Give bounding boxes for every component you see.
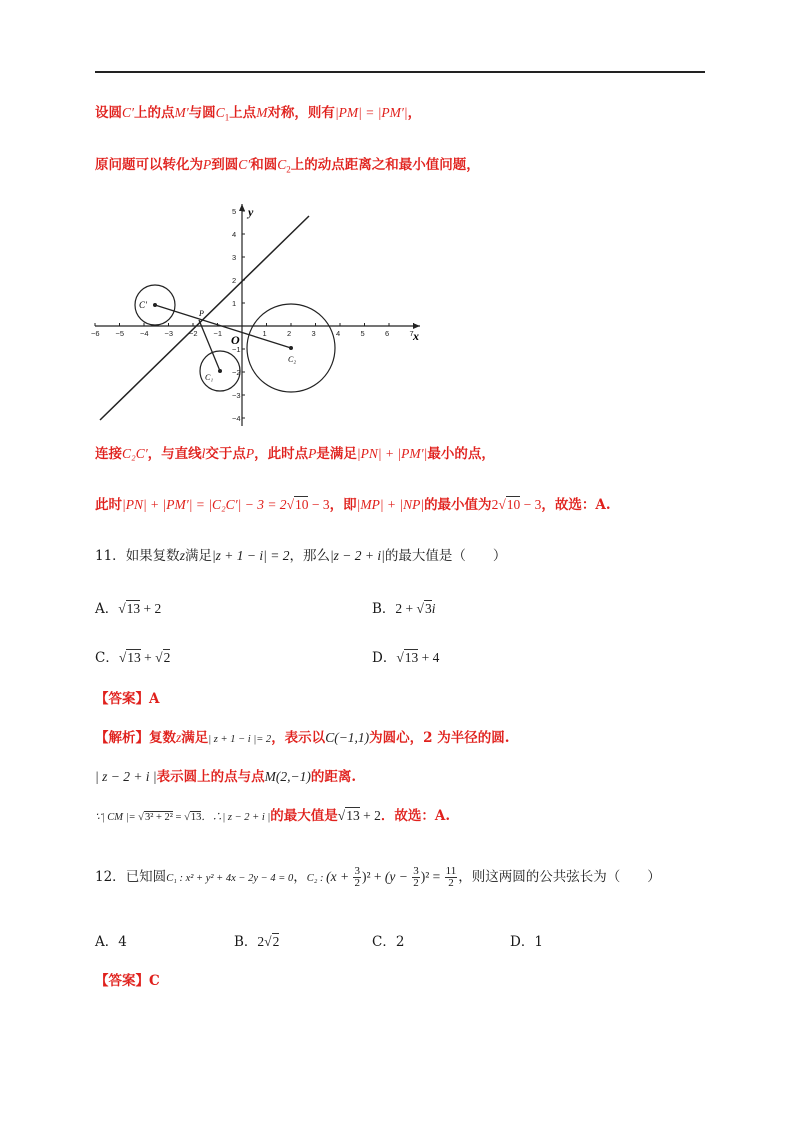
label-p: P <box>199 309 204 318</box>
header-rule <box>95 71 705 73</box>
q11-option-a[interactable]: A．√13 + 2 <box>95 601 162 617</box>
question-11: 11．如果复数z满足|z + 1 − i| = 2，那么|z − 2 + i|的最大值是（ ） <box>95 548 507 564</box>
q12-option-b[interactable]: B．2√2 <box>234 934 280 950</box>
q11-option-d[interactable]: D．√13 + 4 <box>372 650 440 666</box>
y-tick-label: 3 <box>232 253 237 262</box>
q11-answer: 【答案】A <box>95 691 160 707</box>
y-tick-label: −4 <box>232 414 241 423</box>
q11-option-b[interactable]: B．2 + √3i <box>372 601 436 617</box>
y-tick-label: 1 <box>232 299 237 308</box>
label-c1: C₁ <box>205 373 214 382</box>
origin-label: O <box>231 333 240 347</box>
x-tick-label: 2 <box>287 329 292 338</box>
y-tick-label: 5 <box>232 207 237 216</box>
question-12: 12．已知圆C₁ : x² + y² + 4x − 2y − 4 = 0，C₂ : (x + $\frac{3}{2}$ )² + (y − $\frac{3}{2}$ )² = $\frac{11}{2}$ ，则这两圆的公共弦长为（ ） <box>95 865 661 889</box>
x-tick-label: 1 <box>262 329 267 338</box>
label-c2: C₂ <box>288 355 297 364</box>
q12-option-a[interactable]: A．4 <box>95 934 127 950</box>
x-tick-label: −6 <box>91 329 100 338</box>
solution-line-3: 连接C₂C′，与直线l交于点P，此时点P是满足|PN| + |PM′|最小的点， <box>95 446 495 462</box>
x-tick-label: −5 <box>115 329 125 338</box>
solution-line-4: 此时|PN| + |PM′| = |C₂C′| − 3 = 2√10 − 3，即|MP| + |NP|的最小值为2√10 − 3，故选：A. <box>95 497 611 513</box>
y-tick-label: 4 <box>232 230 237 239</box>
x-tick-label: −3 <box>164 329 174 338</box>
x-tick-label: −2 <box>189 329 198 338</box>
y-axis-label: y <box>248 205 254 219</box>
q12-answer: 【答案】C <box>95 973 160 989</box>
x-tick-label: −4 <box>140 329 149 338</box>
q11-analysis-line-1: 【解析】复数z满足| z + 1 − i |= 2，表示以C(−1,1)为圆心，2 为半径的圆. <box>95 730 510 746</box>
y-tick-label: 2 <box>232 276 237 285</box>
x-tick-label: 4 <box>336 329 341 338</box>
q11-analysis-line-3: ∵| CM |= √3² + 2² = √13．∴| z − 2 + i |的最大值是√13 + 2．故选：A. <box>95 808 451 824</box>
x-tick-label: −1 <box>213 329 223 338</box>
q11-option-c[interactable]: C．√13 + √2 <box>95 650 171 666</box>
y-axis-arrow <box>239 204 245 211</box>
y-tick-label: −2 <box>232 368 241 377</box>
label-cprime: C′ <box>139 300 147 310</box>
y-tick-label: −1 <box>232 345 241 354</box>
q12-option-c[interactable]: C．2 <box>372 934 405 950</box>
x-axis-label: x <box>413 329 419 343</box>
x-tick-label: 5 <box>360 329 365 338</box>
coordinate-graph <box>91 198 425 428</box>
point-c2 <box>289 346 293 350</box>
y-tick-label: −3 <box>232 391 241 400</box>
solution-line-2: 原问题可以转化为P到圆C′和圆$C_2$上的动点距离之和最小值问题， <box>95 157 480 175</box>
q12-option-d[interactable]: D．1 <box>510 934 543 950</box>
point-c1 <box>218 369 222 373</box>
q11-analysis-line-2: | z − 2 + i |表示圆上的点与点M(2,−1)的距离. <box>95 769 357 785</box>
x-tick-label: 3 <box>311 329 316 338</box>
solution-line-1: 设圆C′上的点M′与圆$C_1$上点M对称，则有|PM| = |PM′|， <box>95 105 422 123</box>
x-tick-label: 6 <box>385 329 390 338</box>
x-tick-label: 7 <box>409 329 414 338</box>
point-cprime <box>153 303 157 307</box>
